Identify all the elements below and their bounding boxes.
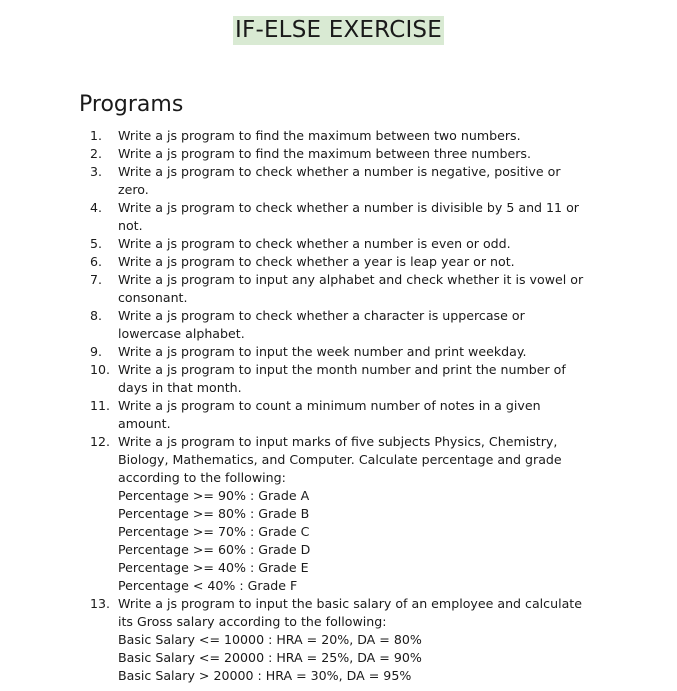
- list-item-number: 8.: [90, 308, 103, 323]
- section-heading: Programs: [79, 92, 184, 117]
- list-item-line: Basic Salary <= 20000 : HRA = 25%, DA = 90%: [118, 650, 422, 665]
- list-item-text: [118, 595, 610, 685]
- list-item-line: its Gross salary according to the following:: [118, 614, 387, 629]
- list-item-line: lowercase alphabet.: [118, 326, 245, 341]
- list-item-text: [118, 199, 610, 235]
- list-item-line: Basic Salary <= 10000 : HRA = 20%, DA = 80%: [118, 632, 422, 647]
- list-item-line: Write a js program to find the maximum between two numbers.: [118, 128, 521, 143]
- list-item-text: [118, 145, 610, 163]
- list-item-line: Write a js program to check whether a number is even or odd.: [118, 236, 511, 251]
- list-item-number: 12.: [90, 434, 111, 449]
- list-item: [90, 397, 610, 433]
- list-item-line: amount.: [118, 416, 171, 431]
- list-item-number: 7.: [90, 272, 103, 287]
- list-item-text: [118, 397, 610, 433]
- list-item-text: [118, 271, 610, 307]
- list-item-line: consonant.: [118, 290, 188, 305]
- list-item: [90, 235, 610, 253]
- list-item-number: 1.: [90, 128, 103, 143]
- list-item-text: [118, 343, 610, 361]
- list-item: [90, 253, 610, 271]
- list-item-text: [118, 127, 610, 145]
- list-item-text: [118, 163, 610, 199]
- document-title: IF-ELSE EXERCISE: [235, 17, 442, 43]
- list-item: [90, 595, 610, 685]
- list-item-line: Write a js program to check whether a character is uppercase or: [118, 308, 525, 323]
- list-item: [90, 433, 610, 595]
- list-item-number: 4.: [90, 200, 103, 215]
- list-item-line: Write a js program to check whether a number is negative, positive or: [118, 164, 561, 179]
- list-item-line: Percentage < 40% : Grade F: [118, 578, 298, 593]
- title-container: [0, 16, 677, 45]
- list-item-line: Percentage >= 60% : Grade D: [118, 542, 311, 557]
- list-item-line: Biology, Mathematics, and Computer. Calculate percentage and grade: [118, 452, 562, 467]
- list-item-number: 9.: [90, 344, 103, 359]
- list-item-line: Basic Salary > 20000 : HRA = 30%, DA = 95%: [118, 668, 412, 683]
- list-item-text: [118, 253, 610, 271]
- list-item-line: Write a js program to find the maximum between three numbers.: [118, 146, 531, 161]
- list-item-number: 3.: [90, 164, 103, 179]
- list-item-number: 6.: [90, 254, 103, 269]
- list-item-number: 10.: [90, 362, 111, 377]
- list-item-line: zero.: [118, 182, 149, 197]
- list-item: [90, 145, 610, 163]
- list-item: [90, 199, 610, 235]
- list-item: [90, 307, 610, 343]
- list-item-line: Percentage >= 80% : Grade B: [118, 506, 310, 521]
- list-item-line: Write a js program to input marks of five subjects Physics, Chemistry,: [118, 434, 558, 449]
- list-item: [90, 343, 610, 361]
- list-item-line: Write a js program to input the month number and print the number of: [118, 362, 566, 377]
- list-item-text: [118, 307, 610, 343]
- list-item-line: Write a js program to check whether a year is leap year or not.: [118, 254, 515, 269]
- list-item-line: days in that month.: [118, 380, 242, 395]
- list-item-line: Write a js program to input the week number and print weekday.: [118, 344, 527, 359]
- list-item-line: Write a js program to count a minimum number of notes in a given: [118, 398, 541, 413]
- list-item: [90, 163, 610, 199]
- list-item-number: 11.: [90, 398, 111, 413]
- list-item-line: Write a js program to input any alphabet and check whether it is vowel or: [118, 272, 584, 287]
- list-item-line: Write a js program to check whether a number is divisible by 5 and 11 or: [118, 200, 579, 215]
- list-item: [90, 361, 610, 397]
- list-item-number: 13.: [90, 596, 111, 611]
- list-item-number: 5.: [90, 236, 103, 251]
- list-item: [90, 127, 610, 145]
- list-item-text: [118, 235, 610, 253]
- list-item-text: [118, 361, 610, 397]
- program-list: [90, 127, 610, 685]
- list-item-line: Percentage >= 90% : Grade A: [118, 488, 310, 503]
- list-item-line: not.: [118, 218, 143, 233]
- list-item-line: Percentage >= 70% : Grade C: [118, 524, 310, 539]
- list-item: [90, 271, 610, 307]
- list-item-line: Percentage >= 40% : Grade E: [118, 560, 309, 575]
- list-item-line: according to the following:: [118, 470, 286, 485]
- list-item-line: Write a js program to input the basic salary of an employee and calculate: [118, 596, 582, 611]
- list-item-number: 2.: [90, 146, 103, 161]
- list-item-text: [118, 433, 610, 595]
